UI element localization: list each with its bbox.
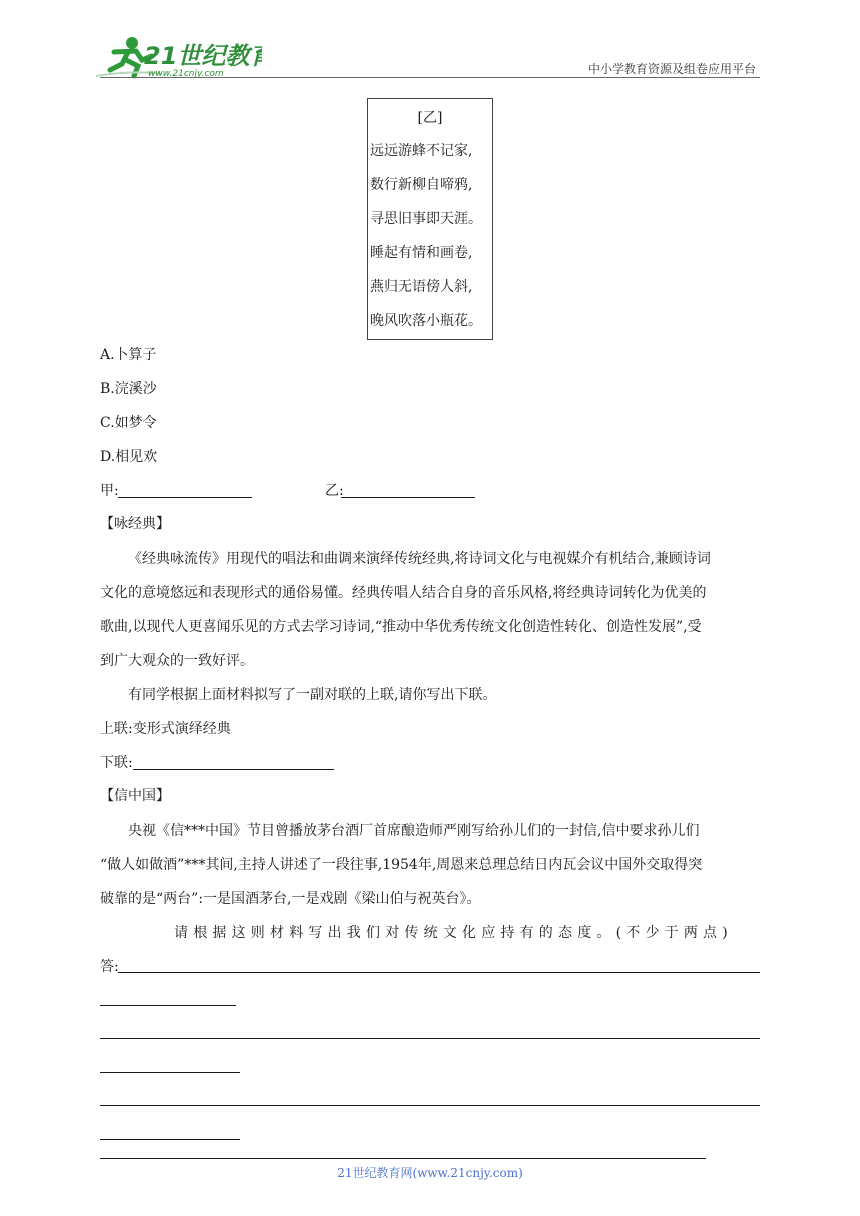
jia-answer-blank[interactable] — [118, 497, 252, 498]
header-divider — [100, 77, 760, 78]
paragraph-line: 歌曲,以现代人更喜闻乐见的方式去学习诗词,“推动中华优秀传统文化创造性转化、创造性发展”,受 — [100, 619, 702, 635]
svg-text:21世纪教育: 21世纪教育 — [144, 42, 262, 70]
couplet-lower-label: 下联: — [100, 755, 133, 771]
section-heading: 【咏经典】 — [100, 516, 170, 532]
paragraph-line: 文化的意境悠远和表现形式的通俗易懂。经典传唱人结合自身的音乐风格,将经典诗词转化为优美的 — [100, 585, 707, 601]
couplet-upper: 上联:变形式演绎经典 — [100, 721, 231, 737]
couplet-lower-blank[interactable] — [133, 769, 334, 770]
platform-name: 中小学教育资源及组卷应用平台 — [587, 62, 756, 76]
option-a: A.卜算子 — [100, 347, 157, 363]
footer-divider — [100, 1158, 706, 1159]
svg-text:www.21cnjy.com: www.21cnjy.com — [148, 69, 224, 79]
yi-answer-blank[interactable] — [341, 497, 475, 498]
answer-blank-line[interactable] — [100, 1038, 760, 1039]
paragraph-line: 破靠的是“两台”:一是国酒茅台,一是戏剧《梁山伯与祝英台》。 — [100, 891, 481, 907]
poem-line: 睡起有情和画卷, — [370, 245, 473, 261]
answer-label: 答: — [100, 959, 119, 975]
answer-blank-line[interactable] — [100, 1072, 240, 1073]
question-prompt: 请根据这则材料写出我们对传统文化应持有的态度。(不少于两点) — [174, 925, 733, 941]
answer-blank-line[interactable] — [118, 972, 760, 973]
site-logo — [92, 34, 262, 80]
question-prompt: 有同学根据上面材料拟写了一副对联的上联,请你写出下联。 — [128, 687, 497, 703]
poem-line: 晚风吹落小瓶花。 — [370, 313, 482, 329]
option-d: D.相见欢 — [100, 449, 158, 465]
yi-label: 乙: — [325, 483, 344, 499]
runner-logo-icon — [92, 34, 262, 80]
paragraph-line: 到广大观众的一致好评。 — [100, 653, 254, 669]
paragraph-line: 《经典咏流传》用现代的唱法和曲调来演绎传统经典,将诗词文化与电视媒介有机结合,兼顾诗词 — [128, 551, 711, 567]
answer-blank-line[interactable] — [100, 1005, 236, 1006]
paragraph-line: 央视《信***中国》节目曾播放茅台酒厂首席酿造师严刚写给孙儿们的一封信,信中要求孙儿们 — [128, 823, 700, 839]
poem-box — [367, 98, 493, 340]
poem-title: [乙] — [417, 110, 443, 126]
jia-label: 甲: — [100, 483, 119, 499]
poem-line: 寻思旧事即天涯。 — [370, 211, 482, 227]
poem-line: 远远游蜂不记家, — [370, 143, 473, 159]
paragraph-line: “做人如做酒”***其间,主持人讲述了一段往事,1954年,周恩来总理总结日内瓦会议中国外交取得突 — [100, 857, 703, 873]
footer-link[interactable]: 21世纪教育网(www.21cnjy.com) — [337, 1166, 523, 1180]
poem-line: 数行新柳自啼鸦, — [370, 177, 473, 193]
option-c: C.如梦令 — [100, 415, 157, 431]
option-b: B.浣溪沙 — [100, 381, 157, 397]
answer-blank-line[interactable] — [100, 1105, 760, 1106]
section-heading: 【信中国】 — [100, 788, 170, 804]
poem-line: 燕归无语傍人斜, — [370, 279, 473, 295]
answer-blank-line[interactable] — [100, 1139, 240, 1140]
